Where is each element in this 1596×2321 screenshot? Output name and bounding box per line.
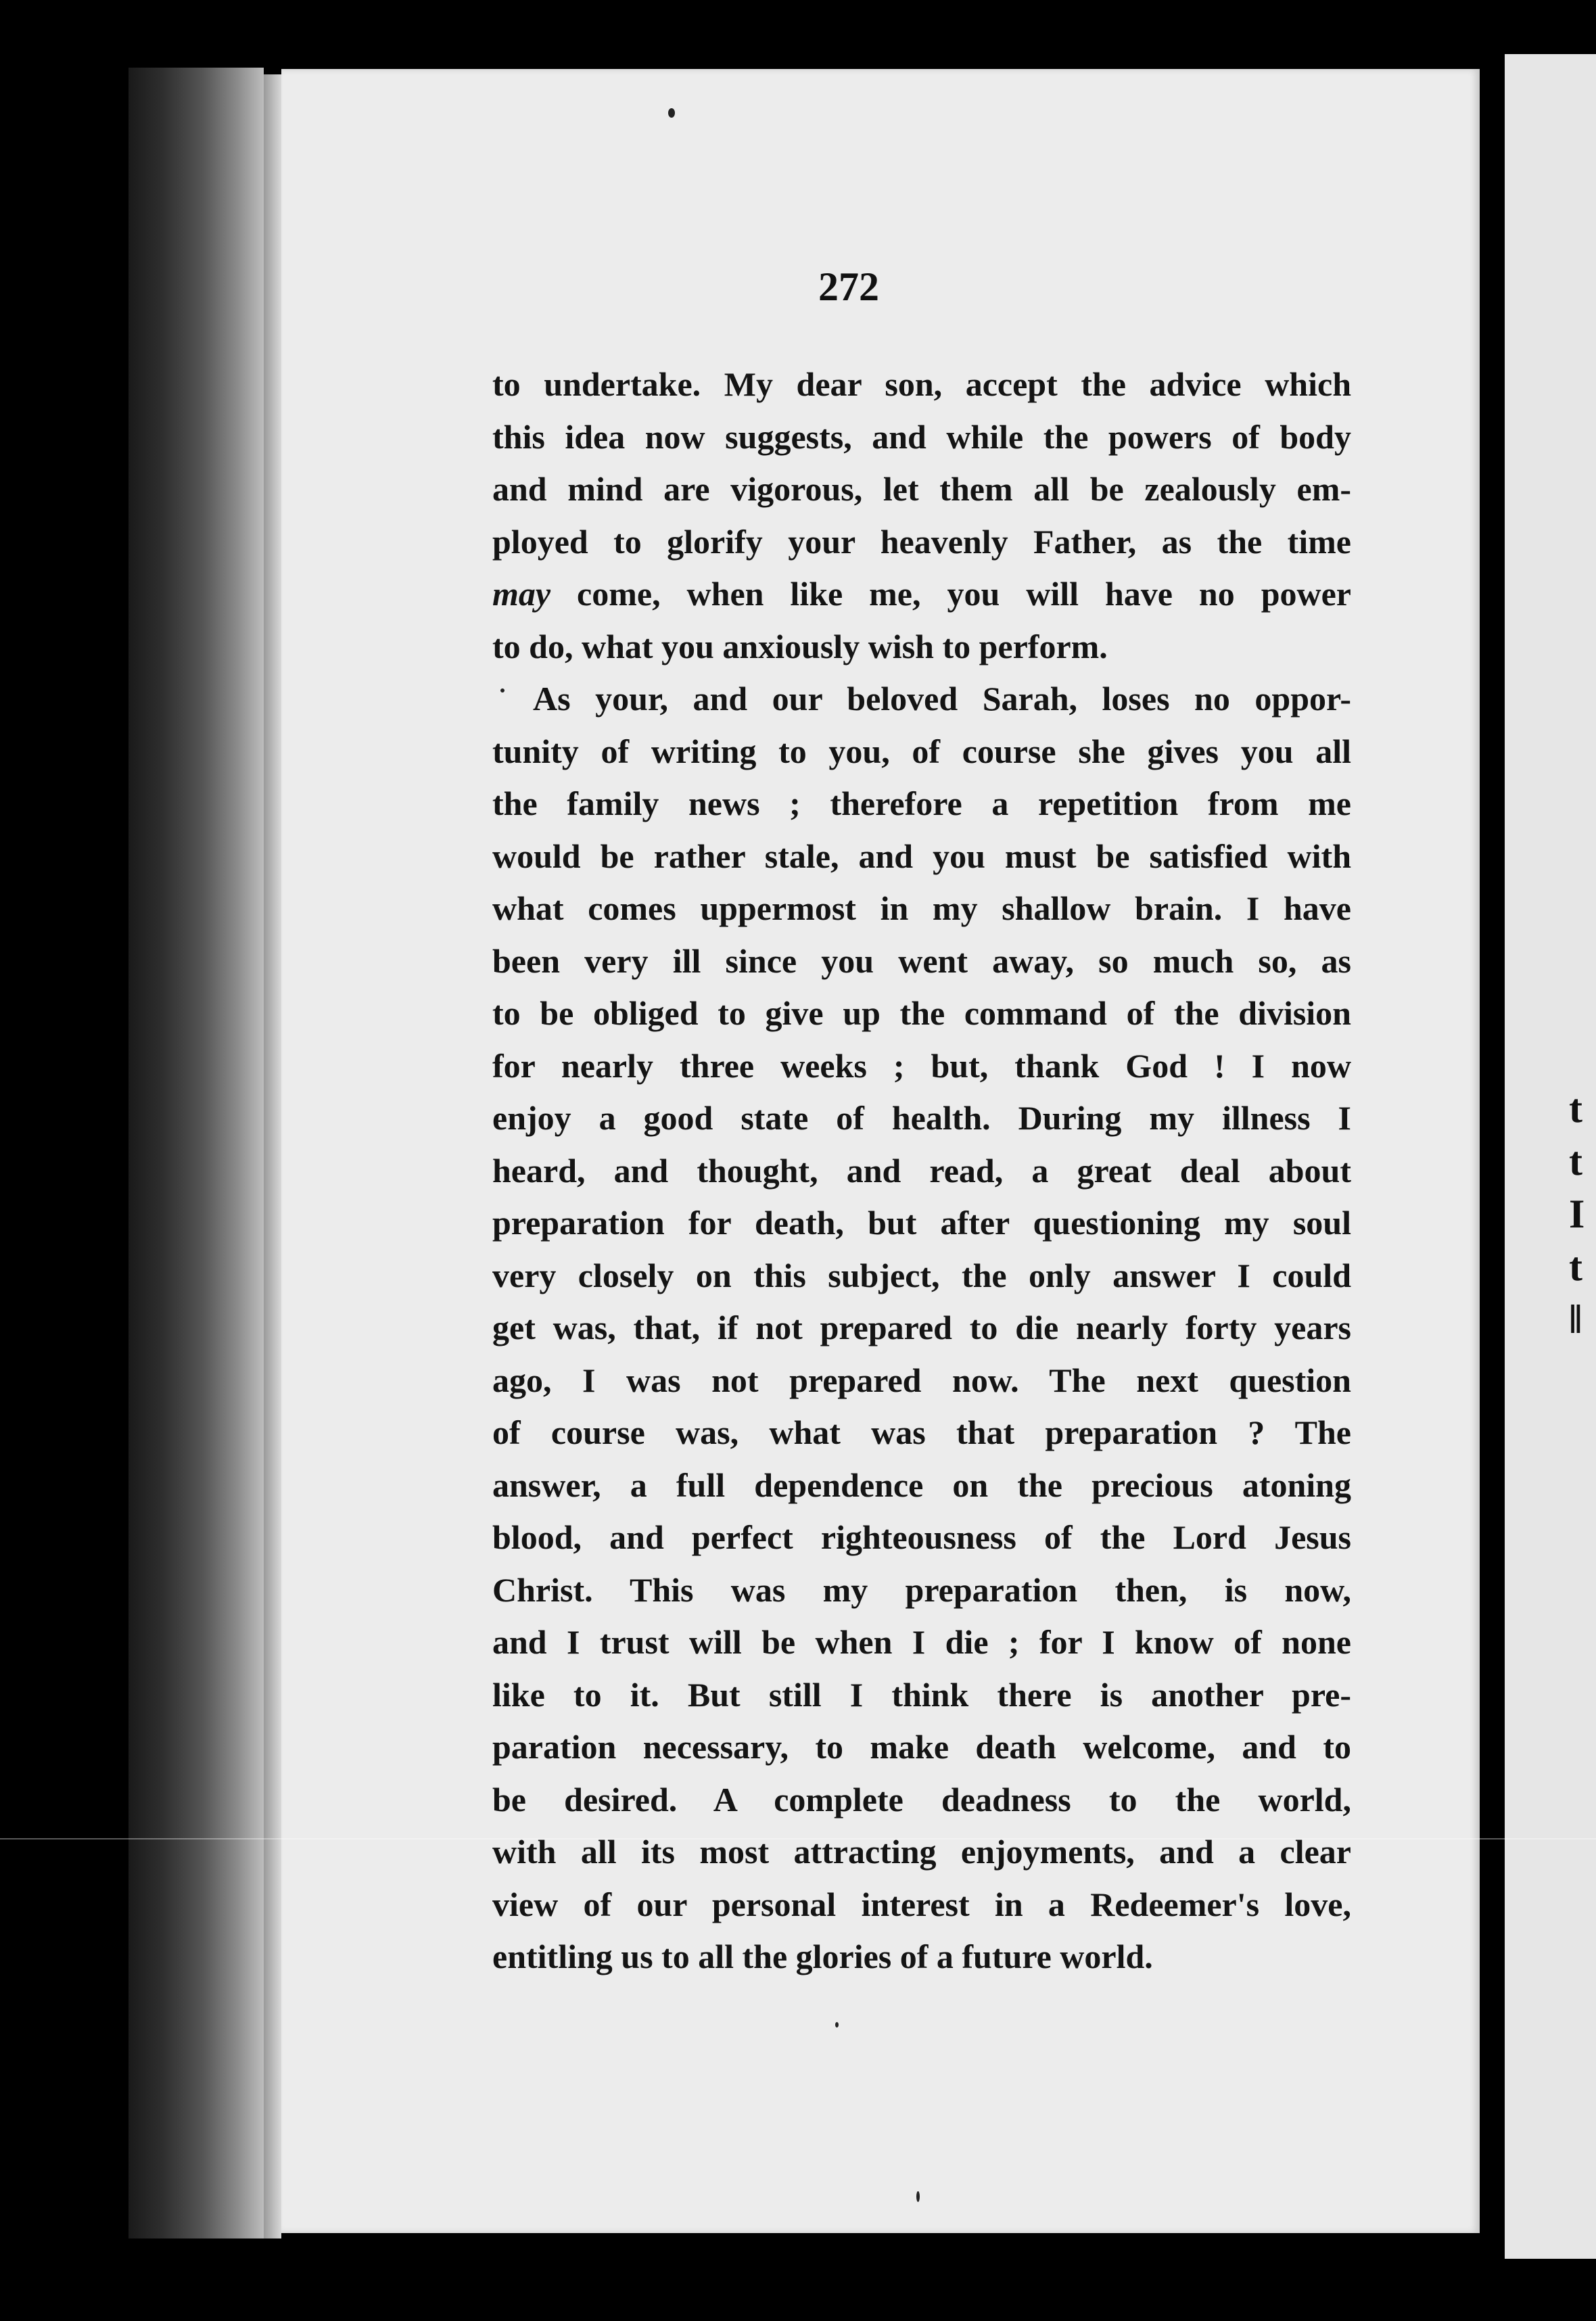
text-line: with all its most attracting enjoyments, and a clear	[492, 1833, 1351, 1871]
text-line: to do, what you anxiously wish to perform.	[492, 627, 1108, 665]
next-page-letter: t	[1569, 1086, 1582, 1131]
text-line: tunity of writing to you, of course she gives you all	[492, 732, 1351, 770]
book-spine-gutter	[128, 68, 264, 2238]
text-line: to be obliged to give up the command of the division	[492, 994, 1351, 1032]
text-line: and mind are vigorous, let them all be zealously em-	[492, 470, 1351, 508]
text-line: and I trust will be when I die ; for I know of none	[492, 1623, 1351, 1661]
text-line: for nearly three weeks ; but, thank God ! I now	[492, 1046, 1351, 1085]
text-line: ployed to glorify your heavenly Father, as the time	[492, 522, 1351, 561]
text-line: like to it. But still I think there is another pre-	[492, 1675, 1351, 1714]
text-line: of course was, what was that preparation ? The	[492, 1413, 1351, 1451]
text-line: may come, when like me, you will have no power	[492, 575, 1351, 613]
text-line: get was, that, if not prepared to die nearly forty years	[492, 1309, 1351, 1346]
text-line: answer, a full dependence on the precious atoning	[492, 1466, 1351, 1504]
text-line: blood, and perfect righteousness of the Lord Jesus	[492, 1518, 1351, 1556]
text-line: enjoy a good state of health. During my illness I	[492, 1099, 1351, 1137]
text-line: what comes uppermost in my shallow brain. I have	[492, 889, 1351, 927]
next-page-letters	[1569, 1082, 1596, 1346]
ink-speck	[500, 688, 504, 693]
text-line: the family news ; therefore a repetition from me	[492, 784, 1351, 822]
ink-speck	[835, 2022, 839, 2027]
text-line: view of our personal interest in a Redeemer's love,	[492, 1885, 1351, 1923]
ink-speck	[668, 108, 675, 118]
next-page-letter: I	[1569, 1192, 1585, 1236]
next-page-letter: ǁ	[1569, 1297, 1582, 1342]
text-line: paration necessary, to make death welcome, and to	[492, 1728, 1351, 1766]
text-line: heard, and thought, and read, a great deal about	[492, 1151, 1351, 1190]
text-line: Christ. This was my preparation then, is now,	[492, 1570, 1351, 1609]
page-number: 272	[818, 264, 879, 309]
text-line: been very ill since you went away, so much so, as	[492, 941, 1351, 980]
text-line: ago, I was not prepared now. The next question	[492, 1361, 1351, 1399]
text-line: As your, and our beloved Sarah, loses no oppor-	[533, 680, 1351, 718]
text-line: to undertake. My dear son, accept the advice which	[492, 365, 1351, 403]
italic-word: may	[492, 575, 551, 613]
next-page-letter: t	[1569, 1139, 1582, 1183]
text-line: very closely on this subject, the only answer I could	[492, 1256, 1351, 1294]
text-line: preparation for death, but after questioning my soul	[492, 1204, 1351, 1242]
text-line: this idea now suggests, and while the powers of body	[492, 417, 1351, 456]
text-line: entitling us to all the glories of a future world.	[492, 1938, 1153, 1975]
ink-speck	[916, 2191, 920, 2202]
text-line: be desired. A complete deadness to the world,	[492, 1780, 1351, 1819]
page-body-text	[492, 358, 1351, 1984]
text-line: would be rather stale, and you must be satisfied with	[492, 837, 1351, 875]
page-edge	[264, 74, 281, 2238]
next-page-letter: t	[1569, 1244, 1582, 1289]
scan-artifact-line	[0, 1838, 1596, 1839]
